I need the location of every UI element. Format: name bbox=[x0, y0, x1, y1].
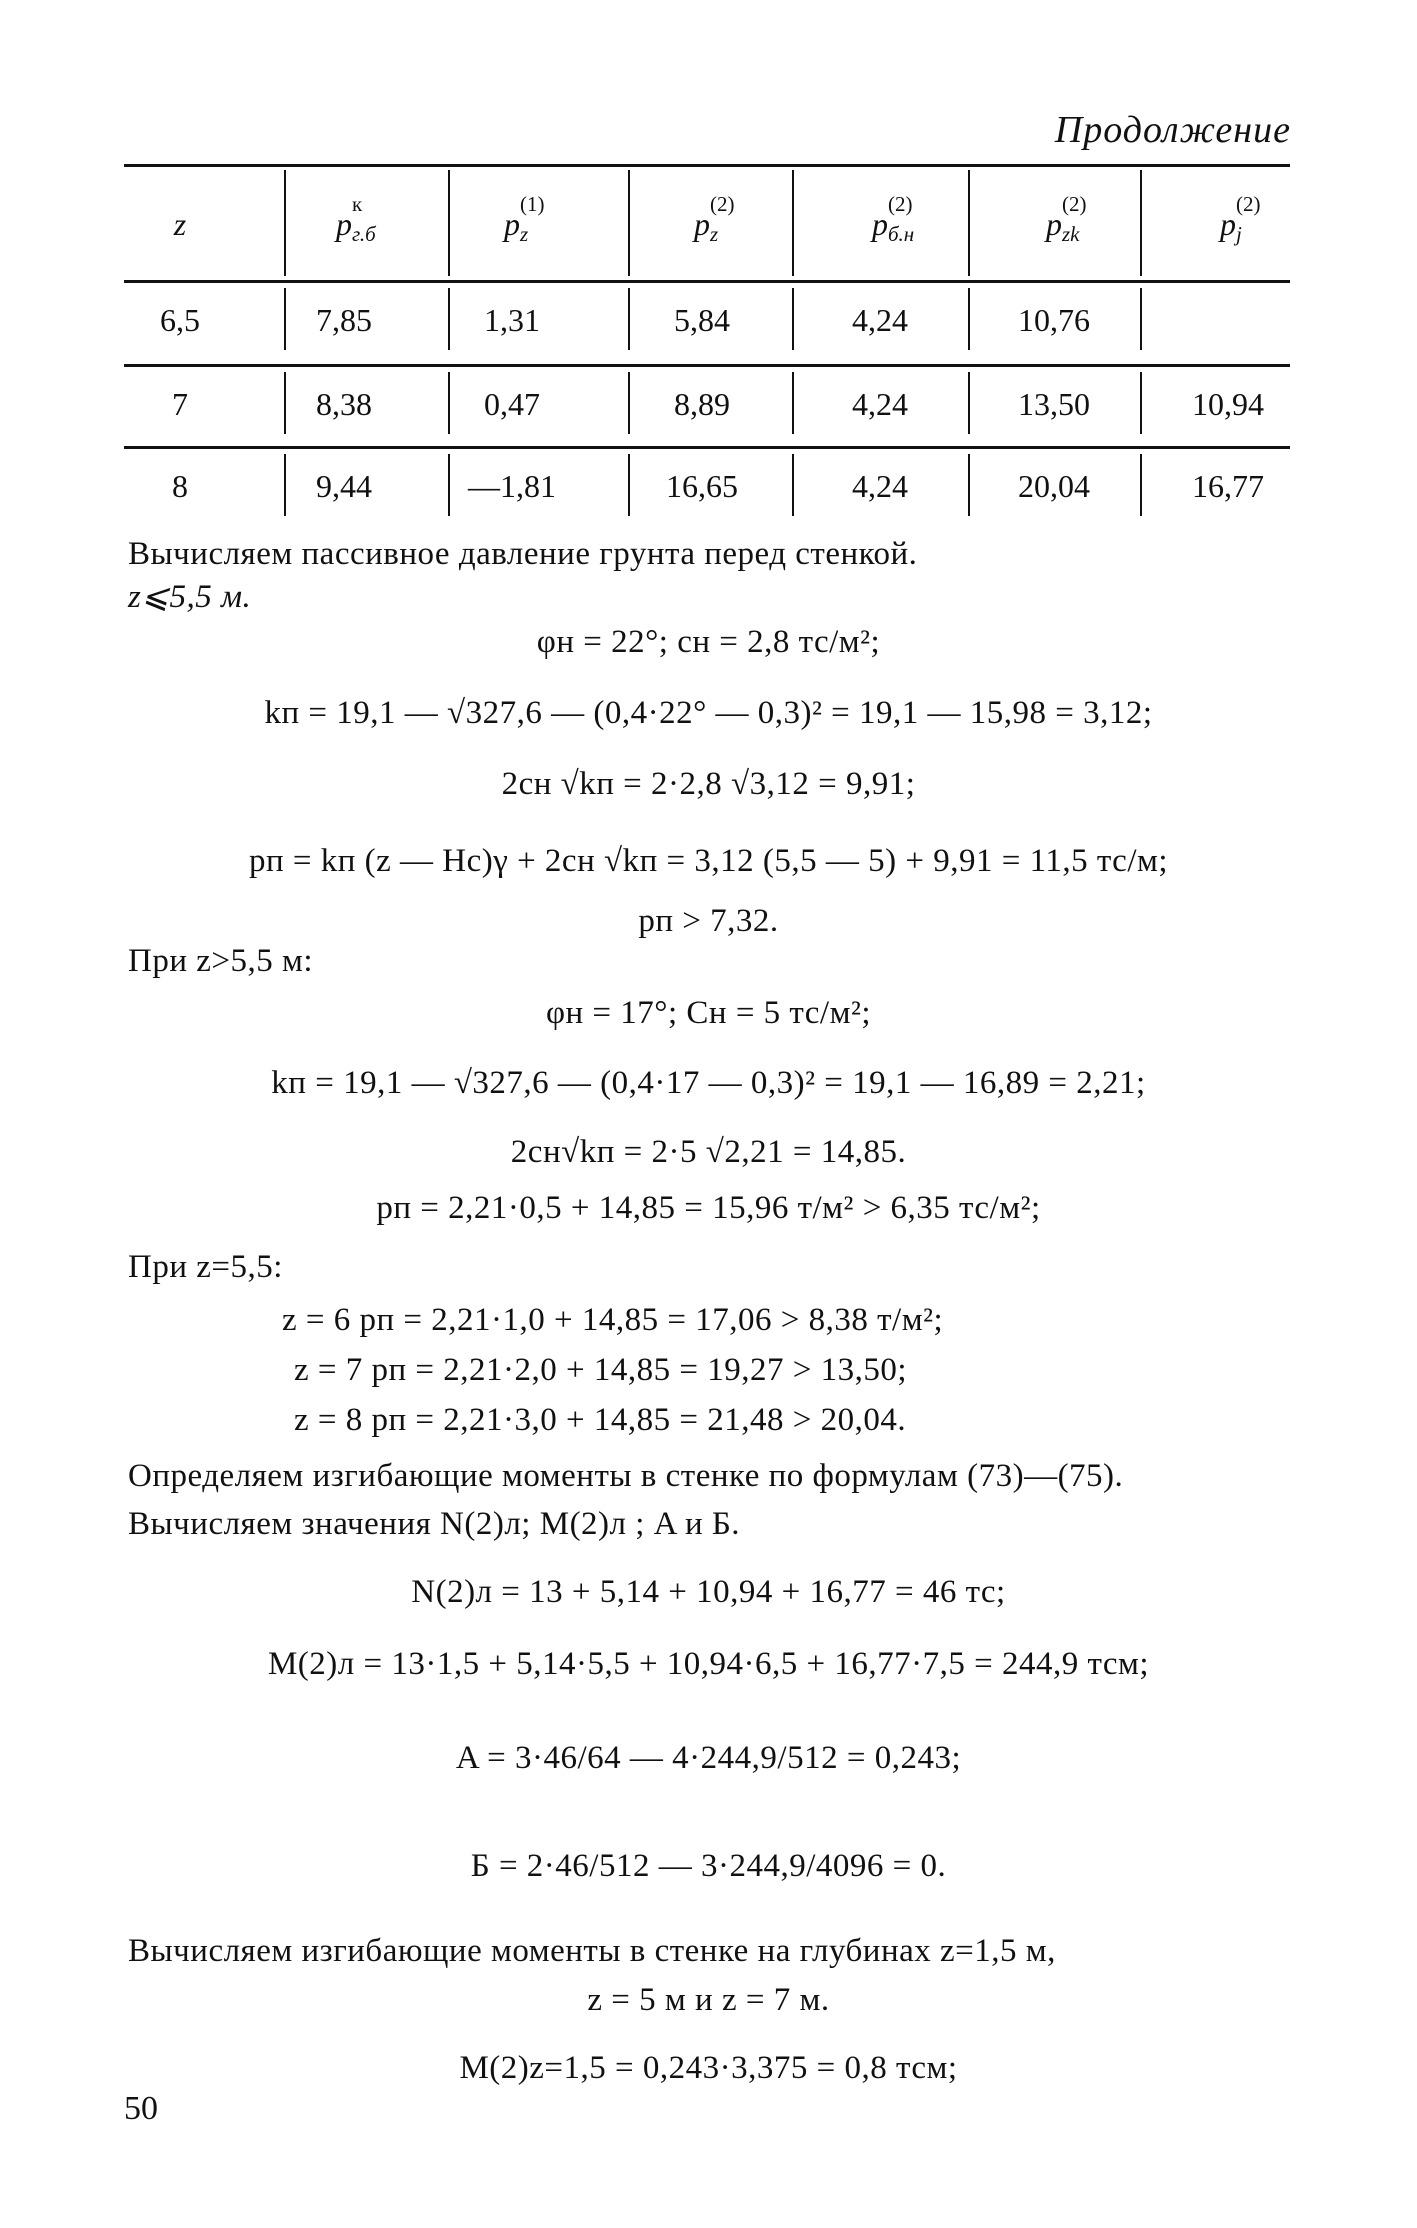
table-row-rule bbox=[124, 364, 1290, 367]
table-cell: 7,85 bbox=[316, 302, 372, 338]
table-column-divider bbox=[968, 454, 970, 516]
equation: kп = 19,1 — √327,6 — (0,4·22° — 0,3)² = 19,1 — 15,98 = 3,12; bbox=[264, 695, 1153, 731]
table-column-divider bbox=[448, 288, 450, 350]
table-column-divider bbox=[284, 372, 286, 434]
header-symbol: p bbox=[694, 206, 710, 242]
table-column-divider bbox=[628, 170, 630, 276]
table-cell: 7 bbox=[172, 386, 188, 422]
table-cell: 8,89 bbox=[674, 386, 730, 422]
table-column-divider bbox=[284, 288, 286, 350]
table-header-row bbox=[124, 160, 1290, 280]
table-column-divider bbox=[448, 372, 450, 434]
table-column-divider bbox=[1140, 454, 1142, 516]
table-cell: 8,38 bbox=[316, 386, 372, 422]
table-cell: 10,94 bbox=[1192, 386, 1264, 422]
table-header-cell bbox=[974, 192, 1134, 246]
header-superscript: (2) bbox=[888, 192, 913, 216]
table-header-cell bbox=[264, 192, 424, 246]
equation: z = 7 pп = 2,21·2,0 + 14,85 = 19,27 > 13,50; bbox=[294, 1352, 908, 1388]
header-symbol: z bbox=[173, 206, 187, 242]
header-superscript: (1) bbox=[520, 192, 545, 216]
equation: pп = kп (z — Hc)γ + 2cн √kп = 3,12 (5,5 — 5) + 9,91 = 11,5 тс/м; bbox=[248, 843, 1169, 879]
table-cell: 13,50 bbox=[1018, 386, 1090, 422]
table-cell: 8 bbox=[172, 468, 188, 504]
equation: φн = 22°; cн = 2,8 тс/м²; bbox=[536, 624, 881, 660]
equation: M(2)z=1,5 = 0,243·3,375 = 0,8 тсм; bbox=[459, 2050, 958, 2086]
table-column-divider bbox=[284, 170, 286, 276]
equation: A = 3·46/64 — 4·244,9/512 = 0,243; bbox=[455, 1740, 962, 1776]
table-cell: 16,77 bbox=[1192, 468, 1264, 504]
table-header-cell bbox=[100, 206, 260, 243]
table-column-divider bbox=[1140, 170, 1142, 276]
equation: pп = 2,21·0,5 + 14,85 = 15,96 т/м² > 6,35 тс/м²; bbox=[376, 1190, 1041, 1226]
paragraph: Вычисляем значения N(2)л; M(2)л ; A и Б. bbox=[128, 1506, 741, 1542]
table-header-cell bbox=[622, 192, 782, 246]
equation: φн = 17°; Cн = 5 тс/м²; bbox=[545, 995, 872, 1031]
equation: z = 8 pп = 2,21·3,0 + 14,85 = 21,48 > 20,04. bbox=[294, 1402, 907, 1438]
table-column-divider bbox=[448, 170, 450, 276]
table-cell: —1,81 bbox=[468, 468, 556, 504]
table-cell: 10,76 bbox=[1018, 302, 1090, 338]
header-subscript: zk bbox=[1062, 222, 1080, 246]
header-superscript: (2) bbox=[1236, 192, 1261, 216]
table-column-divider bbox=[792, 170, 794, 276]
table-cell: 16,65 bbox=[666, 468, 738, 504]
paragraph: Определяем изгибающие моменты в стенке по формулам (73)—(75). bbox=[128, 1458, 1124, 1494]
header-symbol: p bbox=[504, 206, 520, 242]
equation: z = 6 pп = 2,21·1,0 + 14,85 = 17,06 > 8,38 т/м²; bbox=[282, 1302, 944, 1338]
table-cell: 4,24 bbox=[852, 386, 908, 422]
table-cell: 4,24 bbox=[852, 302, 908, 338]
table-column-divider bbox=[792, 372, 794, 434]
table-column-divider bbox=[448, 454, 450, 516]
table-column-divider bbox=[1140, 372, 1142, 434]
equation: M(2)л = 13·1,5 + 5,14·5,5 + 10,94·6,5 + 16,77·7,5 = 244,9 тсм; bbox=[267, 1646, 1150, 1682]
table-column-divider bbox=[628, 288, 630, 350]
header-symbol: p bbox=[336, 206, 352, 242]
paragraph: При z=5,5: bbox=[128, 1249, 283, 1285]
table-header-rule bbox=[124, 280, 1290, 283]
header-symbol: p bbox=[1220, 206, 1236, 242]
page-number: 50 bbox=[124, 2090, 158, 2127]
table-column-divider bbox=[1140, 288, 1142, 350]
table-column-divider bbox=[792, 454, 794, 516]
table-column-divider bbox=[792, 288, 794, 350]
equation: N(2)л = 13 + 5,14 + 10,94 + 16,77 = 46 тс; bbox=[411, 1574, 1006, 1610]
table-cell: 1,31 bbox=[484, 302, 540, 338]
paragraph: z⩽5,5 м. bbox=[128, 579, 252, 615]
table-cell: 20,04 bbox=[1018, 468, 1090, 504]
paragraph: z = 5 м и z = 7 м. bbox=[587, 1982, 830, 2018]
table-column-divider bbox=[968, 288, 970, 350]
table-column-divider bbox=[628, 372, 630, 434]
table-column-divider bbox=[968, 372, 970, 434]
header-subscript: z bbox=[520, 222, 529, 246]
equation: kп = 19,1 — √327,6 — (0,4·17 — 0,3)² = 19,1 — 16,89 = 2,21; bbox=[271, 1065, 1146, 1101]
equation: pп > 7,32. bbox=[638, 903, 779, 939]
equation: 2cн√kп = 2·5 √2,21 = 14,85. bbox=[510, 1134, 907, 1170]
table-cell: 9,44 bbox=[316, 468, 372, 504]
header-subscript: б.н bbox=[888, 222, 915, 246]
header-superscript: (2) bbox=[1062, 192, 1087, 216]
header-superscript: к bbox=[352, 192, 363, 216]
table-cell: 4,24 bbox=[852, 468, 908, 504]
table-row-rule bbox=[124, 446, 1290, 449]
table-column-divider bbox=[284, 454, 286, 516]
header-subscript: z bbox=[710, 222, 719, 246]
header-subscript: j bbox=[1236, 222, 1242, 246]
header-subscript: г.б bbox=[352, 222, 376, 246]
equation: Б = 2·46/512 — 3·244,9/4096 = 0. bbox=[470, 1848, 947, 1884]
table-header-cell bbox=[1148, 192, 1308, 246]
equation: 2cн √kп = 2·2,8 √3,12 = 9,91; bbox=[501, 766, 916, 802]
table-cell: 0,47 bbox=[484, 386, 540, 422]
header-superscript: (2) bbox=[710, 192, 735, 216]
table-cell: 6,5 bbox=[160, 302, 200, 338]
table-column-divider bbox=[628, 454, 630, 516]
paragraph: Вычисляем пассивное давление грунта перед стенкой. bbox=[128, 536, 918, 572]
paragraph: Вычисляем изгибающие моменты в стенке на глубинах z=1,5 м, bbox=[128, 1933, 1056, 1969]
table-cell: 5,84 bbox=[674, 302, 730, 338]
table-header-cell bbox=[432, 192, 592, 246]
table-column-divider bbox=[968, 170, 970, 276]
paragraph: При z>5,5 м: bbox=[128, 943, 314, 979]
continuation-label: Продолжение bbox=[1054, 109, 1291, 151]
header-symbol: p bbox=[872, 206, 888, 242]
header-symbol: p bbox=[1046, 206, 1062, 242]
table-header-cell bbox=[800, 192, 960, 246]
